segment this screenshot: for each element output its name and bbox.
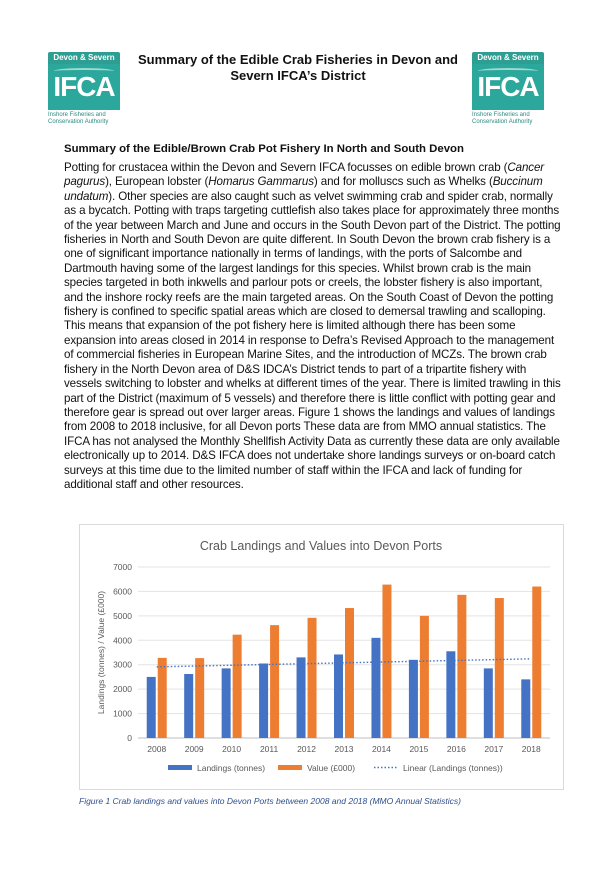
- bar-value: [158, 658, 167, 738]
- logo-subtitle: Inshore Fisheries and Conservation Authority: [48, 112, 109, 125]
- bar-value: [270, 625, 279, 738]
- x-tick-label: 2016: [446, 744, 466, 754]
- figure-caption: Figure 1 Crab landings and values into Devon Ports between 2008 and 2018 (MMO Annual Statistics): [79, 796, 461, 806]
- bar-landings: [184, 674, 193, 738]
- crab-landings-chart: [79, 524, 564, 790]
- x-tick-label: 2009: [184, 744, 204, 754]
- y-tick-label: 5000: [113, 610, 132, 621]
- y-tick-label: 4000: [113, 635, 132, 646]
- bar-landings: [521, 679, 530, 738]
- legend-swatch-landings: [168, 765, 192, 770]
- logo-mark-text: IFCA: [53, 71, 115, 102]
- logo-mark: [472, 64, 544, 110]
- trendline-landings: [157, 659, 532, 667]
- bar-value: [532, 587, 541, 738]
- logo-subtitle: Inshore Fisheries and Conservation Authority: [472, 112, 533, 125]
- bar-value: [308, 618, 317, 738]
- x-tick-label: 2008: [147, 744, 167, 754]
- bar-landings: [446, 651, 455, 738]
- bar-landings: [222, 668, 231, 738]
- legend-label-trendline: Linear (Landings (tonnes)): [403, 763, 503, 773]
- y-tick-label: 6000: [113, 586, 132, 597]
- bar-landings: [334, 654, 343, 738]
- ifca-logo-left: [48, 52, 120, 130]
- bar-landings: [409, 660, 418, 738]
- x-tick-label: 2010: [222, 744, 242, 754]
- chart-svg: [80, 525, 563, 789]
- bar-landings: [484, 668, 493, 738]
- bar-value: [495, 598, 504, 738]
- x-tick-label: 2018: [521, 744, 541, 754]
- legend-swatch-value: [278, 765, 302, 770]
- species-name: Homarus Gammarus: [208, 175, 314, 189]
- bar-landings: [259, 663, 268, 738]
- logo-mark: [48, 64, 120, 110]
- y-tick-label: 1000: [113, 708, 132, 719]
- x-tick-label: 2012: [297, 744, 317, 754]
- x-tick-label: 2011: [259, 744, 279, 754]
- x-tick-label: 2017: [484, 744, 504, 754]
- bar-landings: [371, 638, 380, 738]
- legend-label-value: Value (£000): [307, 763, 356, 773]
- x-tick-label: 2014: [371, 744, 391, 754]
- chart-title: Crab Landings and Values into Devon Ports: [199, 539, 443, 553]
- y-tick-label: 0: [127, 733, 132, 743]
- ifca-logo-right: [472, 52, 544, 130]
- species-name: Buccinum undatum: [64, 175, 543, 203]
- x-tick-label: 2015: [409, 744, 429, 754]
- y-tick-label: 7000: [113, 562, 132, 572]
- body-paragraph: Potting for crustacea within the Devon and Severn IFCA focusses on edible brown crab (Cancer pagurus), European lobster (Homarus Gammarus) and for molluscs such as Whelks (Buccinum undatum). Other species are also caught such as velvet swimming crab and spider crab, normally as a bycatch. Potting with traps targeting cuttlefish also takes place for approximately three months of the year between March and June and occurs in the South Devon part of the District. The potting fisheries in North and South Devon are quite different. In South Devon the brown crab fishery is a one of significant importance nationally in terms of landings, with the ports of Salcombe and Dartmouth having some of the largest landings for this species. Whilst brown crab is the main species targeted in both inkwells and parlour pots or creels, the lobster fishery is also important, and the inshore rocky reefs are the main targeted areas. On the South Coast of Devon the potting fishery is confined to specific spatial areas which are closed to demersal trawling and scalloping. This means that expansion of the pot fishery here is limited although there has been some expansion into areas closed in 2014 in response to Defra’s Revised Approach to the management of commercial fisheries in European Marine Sites, and the introduction of MCZs. The brown crab fishery in the North Devon area of D&S IDCA’s District tends to part of a tripartite fishery with vessels switching to lobster and whelks at different times of the year. There is limited trawling in this part of the District (maximum of 5 vessels) and therefore there is little conflict with potting gear and therefore gear is spread out over larger areas. Figure 1 shows the landings and values of landings from 2008 to 2018 inclusive, for all Devon ports These data are from MMO annual statistics. The IFCA has not analysed the Monthly Shellfish Activity Data as currently these data are only available electronically up to 2014. D&S IFCA does not undertake shore landings surveys or on-board catch surveys at this time due to the limited number of staff within the IFCA and lack of funding for additional staff and other resources.: [64, 161, 561, 491]
- document-title: Summary of the Edible Crab Fisheries in Devon and Severn IFCA’s District: [137, 52, 459, 83]
- bar-value: [382, 585, 391, 738]
- x-tick-label: 2013: [334, 744, 354, 754]
- y-axis-label: Landings (tonnes) / Value (£000): [96, 590, 106, 715]
- bar-value: [457, 595, 466, 738]
- bar-value: [420, 616, 429, 738]
- y-tick-label: 3000: [113, 659, 132, 670]
- bar-value: [195, 658, 204, 738]
- legend-label-landings: Landings (tonnes): [197, 763, 266, 773]
- section-title: Summary of the Edible/Brown Crab Pot Fishery In North and South Devon: [64, 143, 464, 155]
- logo-mark-text: IFCA: [477, 71, 539, 102]
- logo-banner: Devon & Severn: [472, 52, 544, 64]
- species-name: Cancer pagurus: [64, 161, 545, 189]
- bar-value: [345, 608, 354, 738]
- y-tick-label: 2000: [113, 684, 132, 695]
- bar-value: [233, 635, 242, 738]
- bar-landings: [147, 677, 156, 738]
- bar-landings: [297, 657, 306, 738]
- logo-banner: Devon & Severn: [48, 52, 120, 64]
